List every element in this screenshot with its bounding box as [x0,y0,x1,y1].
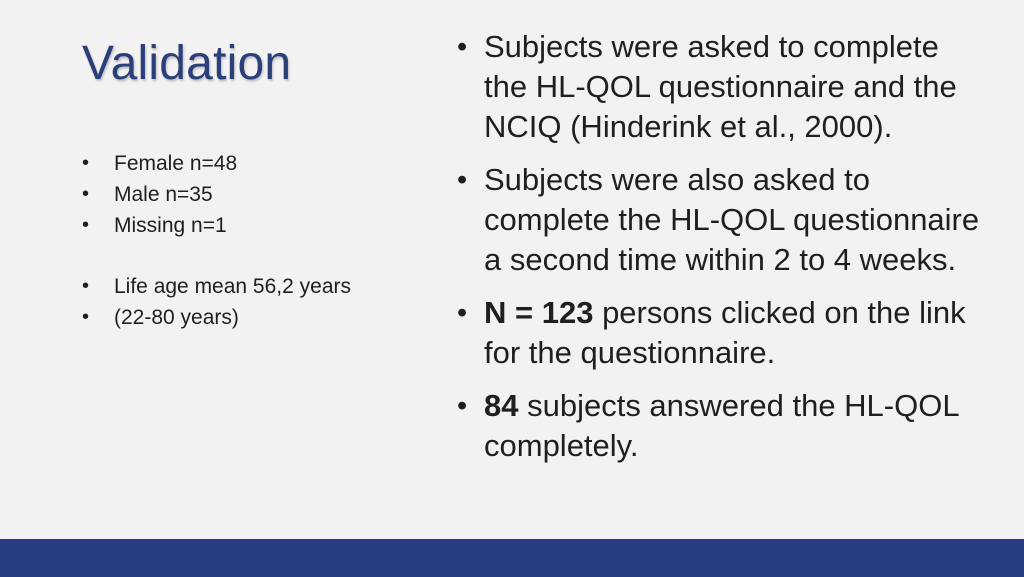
completed-responses-text: subjects answered the HL-QOL completely. [484,388,959,463]
retest-item [457,160,987,280]
male-count-item: • Male n=35 [82,179,412,210]
clicked-count: N = 123 [484,295,594,330]
clicked-link-text: persons clicked on the link for the questionnaire. [484,295,966,370]
questionnaire-comparison-item [457,27,987,147]
missing-count-item: • Missing n=1 [82,210,412,241]
validation-details-list [457,27,987,479]
clicked-link-item [457,293,987,373]
demographics-list [82,148,412,333]
female-count-item: • Female n=48 [82,148,412,179]
age-mean-item: • Life age mean 56,2 years [82,271,412,302]
completed-count: 84 [484,388,519,423]
retest-text: Subjects were also asked to complete the HL-QOL questionnaire a second time within 2 to 4 weeks. [484,162,980,277]
slide-title: Validation [82,37,292,90]
questionnaire-comparison-text: Subjects were asked to complete the HL-QOL questionnaire and the NCIQ (Hinderink et al., 2000). [484,29,957,144]
age-range-item: • (22-80 years) [82,302,412,333]
footer-bar [0,539,1024,577]
completed-responses-item [457,386,987,466]
